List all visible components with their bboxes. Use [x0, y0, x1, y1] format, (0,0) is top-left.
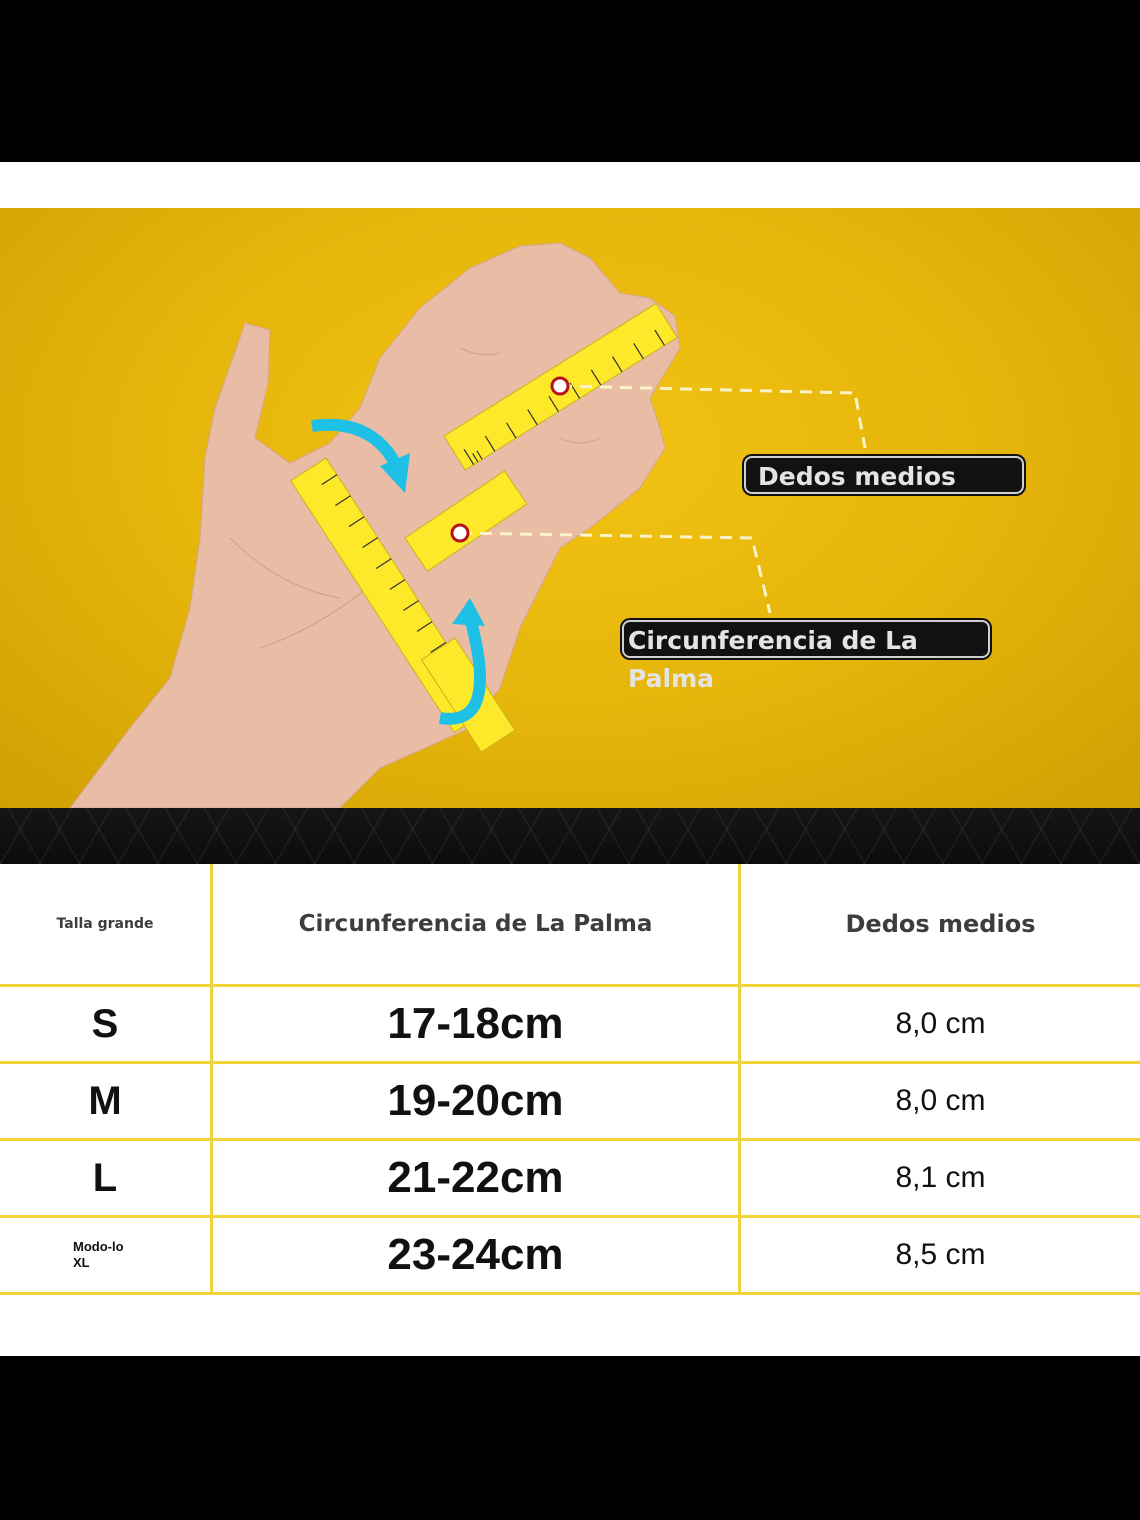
fingers-cell: 8,0 cm [740, 986, 1140, 1063]
size-table [0, 864, 1140, 1295]
finger-marker-icon [552, 378, 568, 394]
fingers-cell: 8,5 cm [740, 1217, 1140, 1294]
size-line2: XL [73, 1255, 90, 1270]
header-palm: Circunferencia de La Palma [212, 864, 740, 986]
table-row [0, 1063, 1140, 1140]
size-cell: M [0, 1063, 212, 1140]
size-chart [0, 864, 1140, 1356]
table-row [0, 1140, 1140, 1217]
fingers-cell: 8,0 cm [740, 1063, 1140, 1140]
hexagon-divider [0, 808, 1140, 867]
size-cell [0, 1217, 212, 1294]
palm-cell: 21-22cm [212, 1140, 740, 1217]
palm-cell: 23-24cm [212, 1217, 740, 1294]
finger-label: Dedos medios [744, 456, 1024, 494]
size-cell: S [0, 986, 212, 1063]
palm-cell: 17-18cm [212, 986, 740, 1063]
table-row [0, 1217, 1140, 1294]
table-row [0, 986, 1140, 1063]
header-fingers: Dedos medios [740, 864, 1140, 986]
bottom-letterbox [0, 1356, 1140, 1520]
table-header-row [0, 864, 1140, 986]
top-spacer [0, 162, 1140, 208]
header-size: Talla grande [0, 864, 212, 986]
hand-illustration [0, 208, 1140, 808]
hand-measurement-illustration [0, 208, 1140, 808]
palm-marker-icon [452, 525, 468, 541]
hand-shape [70, 243, 680, 808]
size-cell: L [0, 1140, 212, 1217]
palm-label: Circunferencia de La Palma [622, 620, 990, 658]
top-letterbox [0, 0, 1140, 162]
size-line1: Modo-lo [73, 1239, 124, 1254]
palm-cell: 19-20cm [212, 1063, 740, 1140]
fingers-cell: 8,1 cm [740, 1140, 1140, 1217]
